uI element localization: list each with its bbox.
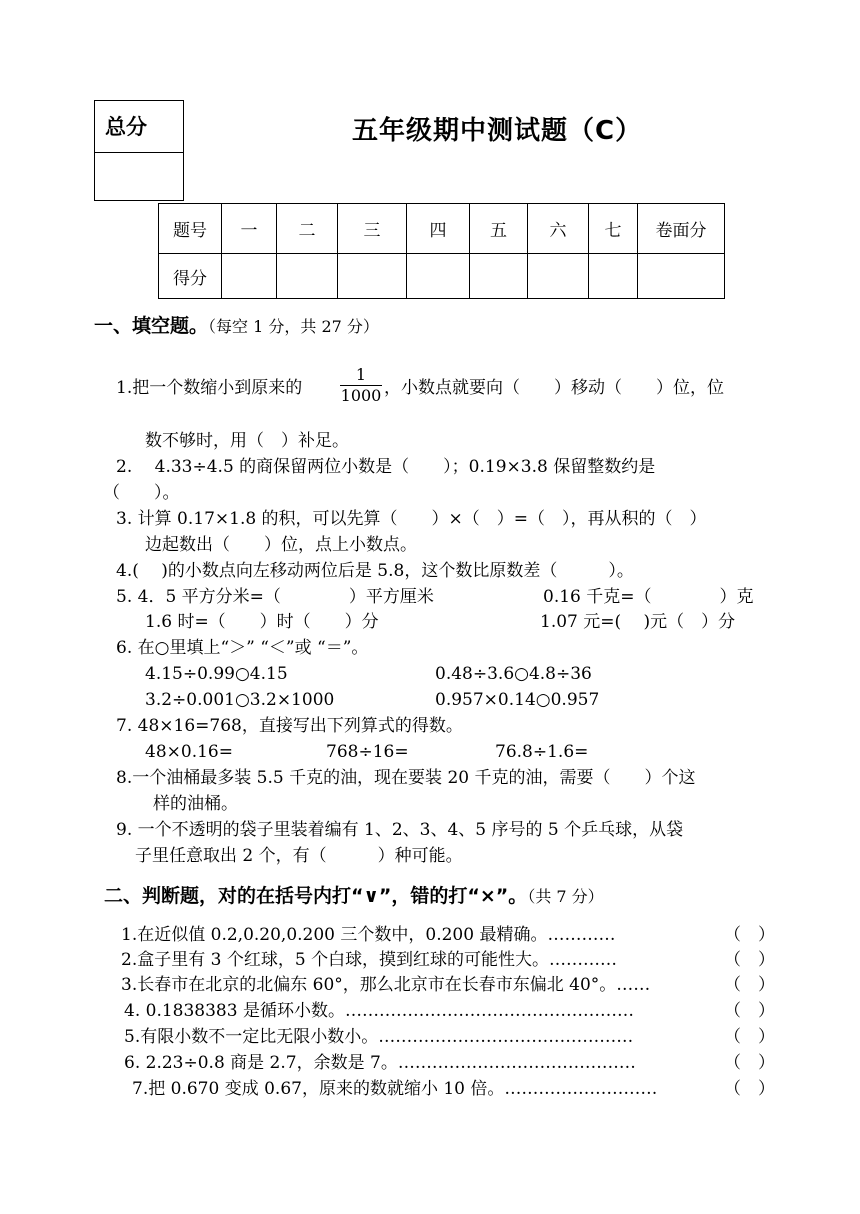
- q8-line1: 8.一个油桶最多装 5.5 千克的油，现在要装 20 千克的油，需要（ ）个这: [116, 768, 696, 788]
- q7-b: 768÷16=: [326, 742, 409, 762]
- answer-paren-1[interactable]: （ ）: [724, 925, 775, 945]
- q6-b: 0.48÷3.6○4.8÷36: [435, 664, 592, 684]
- judge-item-5: 5.有限小数不一定比无限小数小。………………………………………: [124, 1027, 634, 1047]
- q5-d: 1.07 元=( )元（ ）分: [540, 612, 736, 632]
- judge-item-2: 2.盒子里有 3 个红球，5 个白球，摸到红球的可能性大。…………: [121, 950, 618, 970]
- score-table-score-row: [159, 254, 725, 299]
- score-header-cell: 三: [338, 204, 407, 254]
- q7-a: 48×0.16=: [145, 742, 233, 762]
- judge-item-6: 6. 2.23÷0.8 商是 2.7，余数是 7。……………………………………: [124, 1053, 636, 1073]
- q1-fraction: [340, 365, 382, 406]
- q5-c: 1.6 时=（ ）时（ ）分: [145, 612, 379, 632]
- section2-title: 二、判断题，对的在括号内打“∨”，错的打“×”。: [104, 885, 528, 907]
- judge-item-1: 1.在近似值 0.2,0.20,0.200 三个数中，0.200 最精确。…………: [121, 925, 616, 945]
- score-row-label: 得分: [159, 254, 222, 299]
- score-table-header-row: [159, 204, 725, 254]
- answer-paren-4[interactable]: （ ）: [724, 1001, 775, 1021]
- q8-line2: 样的油桶。: [153, 794, 238, 814]
- score-cell[interactable]: [528, 254, 589, 299]
- section2-heading: [104, 883, 604, 910]
- answer-paren-6[interactable]: （ ）: [724, 1053, 775, 1073]
- section1-heading: [94, 313, 379, 340]
- score-header-cell: 七: [589, 204, 638, 254]
- score-cell[interactable]: [222, 254, 277, 299]
- q7: 7. 48×16=768，直接写出下列算式的得数。: [116, 716, 463, 736]
- q2-line2: （ ）。: [103, 483, 180, 503]
- q3-line1: 3. 计算 0.17×1.8 的积，可以先算（ ）×（ ）=（ ），再从积的（ ）: [116, 509, 707, 529]
- fraction-denominator: 1000: [340, 386, 382, 405]
- section1-title: 一、填空题。: [94, 315, 209, 337]
- total-score-blank[interactable]: [95, 153, 183, 201]
- score-header-cell: 二: [277, 204, 338, 254]
- total-score-label: 总分: [95, 101, 183, 153]
- q4: 4.( )的小数点向左移动两位后是 5.8，这个数比原数差（ ）。: [116, 561, 634, 581]
- q5-a: 5. 4．5 平方分米=（ ）平方厘米: [116, 587, 434, 607]
- q7-c: 76.8÷1.6=: [495, 742, 589, 762]
- score-cell[interactable]: [589, 254, 638, 299]
- q1-line2: 数不够时，用（ ）补足。: [145, 431, 349, 451]
- q9-line1: 9. 一个不透明的袋子里装着编有 1、2、3、4、5 序号的 5 个乒乓球，从袋: [116, 820, 684, 840]
- score-header-cell: 一: [222, 204, 277, 254]
- score-cell[interactable]: [277, 254, 338, 299]
- score-cell[interactable]: [638, 254, 725, 299]
- answer-paren-3[interactable]: （ ）: [724, 975, 775, 995]
- judge-item-7: 7.把 0.670 变成 0.67，原来的数就缩小 10 倍。………………………: [132, 1079, 658, 1099]
- score-header-cell: 六: [528, 204, 589, 254]
- q6-c: 3.2÷0.001○3.2×1000: [145, 690, 335, 710]
- score-cell[interactable]: [407, 254, 470, 299]
- score-header-cell: 五: [470, 204, 528, 254]
- answer-paren-7[interactable]: （ ）: [724, 1079, 775, 1099]
- total-score-box: [94, 100, 184, 201]
- q9-line2: 子里任意取出 2 个，有（ ）种可能。: [135, 846, 463, 866]
- page-title: 五年级期中测试题（C）: [352, 116, 643, 146]
- q6: 6. 在○里填上“＞” “＜”或 “＝”。: [116, 638, 369, 658]
- q1-line1-before: 1.把一个数缩小到原来的: [116, 378, 303, 398]
- score-cell[interactable]: [470, 254, 528, 299]
- score-header-cell: 卷面分: [638, 204, 725, 254]
- q2-line1: 2. 4.33÷4.5 的商保留两位小数是（ ）；0.19×3.8 保留整数约是: [116, 457, 656, 477]
- fraction-numerator: 1: [340, 365, 382, 386]
- score-header-cell: 四: [407, 204, 470, 254]
- q1-line1-after: ，小数点就要向（ ）移动（ ）位，位: [384, 378, 724, 398]
- section1-note: （每空 1 分，共 27 分）: [208, 317, 379, 336]
- judge-item-3: 3.长春市在北京的北偏东 60°，那么北京市在长春市东偏北 40°。……: [121, 975, 651, 995]
- score-table: [158, 203, 725, 299]
- section2-note: （共 7 分）: [527, 887, 604, 906]
- q6-d: 0.957×0.14○0.957: [435, 690, 600, 710]
- answer-paren-5[interactable]: （ ）: [724, 1027, 775, 1047]
- q5-b: 0.16 千克=（ ）克: [543, 587, 754, 607]
- answer-paren-2[interactable]: （ ）: [724, 950, 775, 970]
- q6-a: 4.15÷0.99○4.15: [145, 664, 288, 684]
- score-cell[interactable]: [338, 254, 407, 299]
- judge-item-4: 4. 0.1838383 是循环小数。……………………………………………: [124, 1001, 634, 1021]
- score-header-cell: 题号: [159, 204, 222, 254]
- q3-line2: 边起数出（ ）位，点上小数点。: [145, 535, 417, 555]
